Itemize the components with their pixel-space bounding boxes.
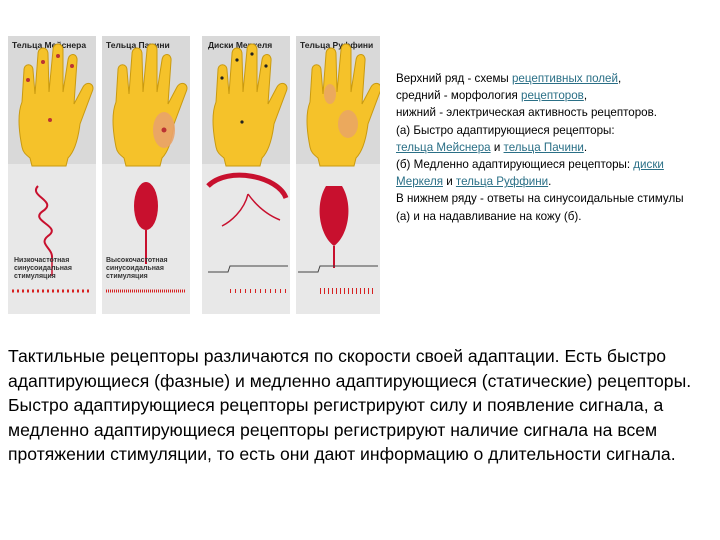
title-meissner: Тельца Мейснера <box>12 40 87 50</box>
title-merkel: Диски Меркеля <box>208 40 273 50</box>
link-merkel[interactable]: диски Меркеля <box>396 158 664 189</box>
caption-text: Верхний ряд - схемы <box>396 72 512 85</box>
main-paragraph: Тактильные рецепторы различаются по скорости своей адаптации. Есть быстро адаптирующиеся (фазные) и медленно адаптирующиеся (статические) рецепторы. Быстро адаптирующиеся рецепторы регистрируют силу и появление сигнала, а медленно адаптирующиеся рецепторы регистрируют наличие сигнала на всем протяжении стимуляции, то есть они дают информацию о длительности сигнала. <box>8 346 692 465</box>
link-ruffini[interactable]: тельца Руффини <box>455 175 549 189</box>
label-low-freq: Низкочастотная синусоидальная стимуляция <box>14 257 72 280</box>
link-receptors[interactable]: рецепторов <box>521 89 584 103</box>
link-receptive-fields[interactable]: рецептивных полей <box>511 72 618 85</box>
figure-caption: Верхний ряд - схемы рецептивных полей, средний - морфология рецепторов, нижний - электрическая активность рецепторов. (а) Быстро адаптирующиеся рецепторы: тельца Мейснера и тельца Пачини. (б) Медленно адаптирующиеся рецепторы: диски Меркеля и тельца Руффини. В нижнем ряду - ответы на синусоидальные стимулы (а) и на надавливание на кожу (б). <box>396 72 684 223</box>
title-ruffini: Тельца Руффини <box>300 40 374 50</box>
link-meissner[interactable]: тельца Мейснера <box>396 140 491 154</box>
label-high-freq: Высокочастотная синусоидальная стимуляция <box>106 257 168 280</box>
title-pacini: Тельца Пачини <box>106 40 170 50</box>
link-pacini[interactable]: тельца Пачини <box>503 140 584 154</box>
receptors-figure <box>8 36 380 314</box>
